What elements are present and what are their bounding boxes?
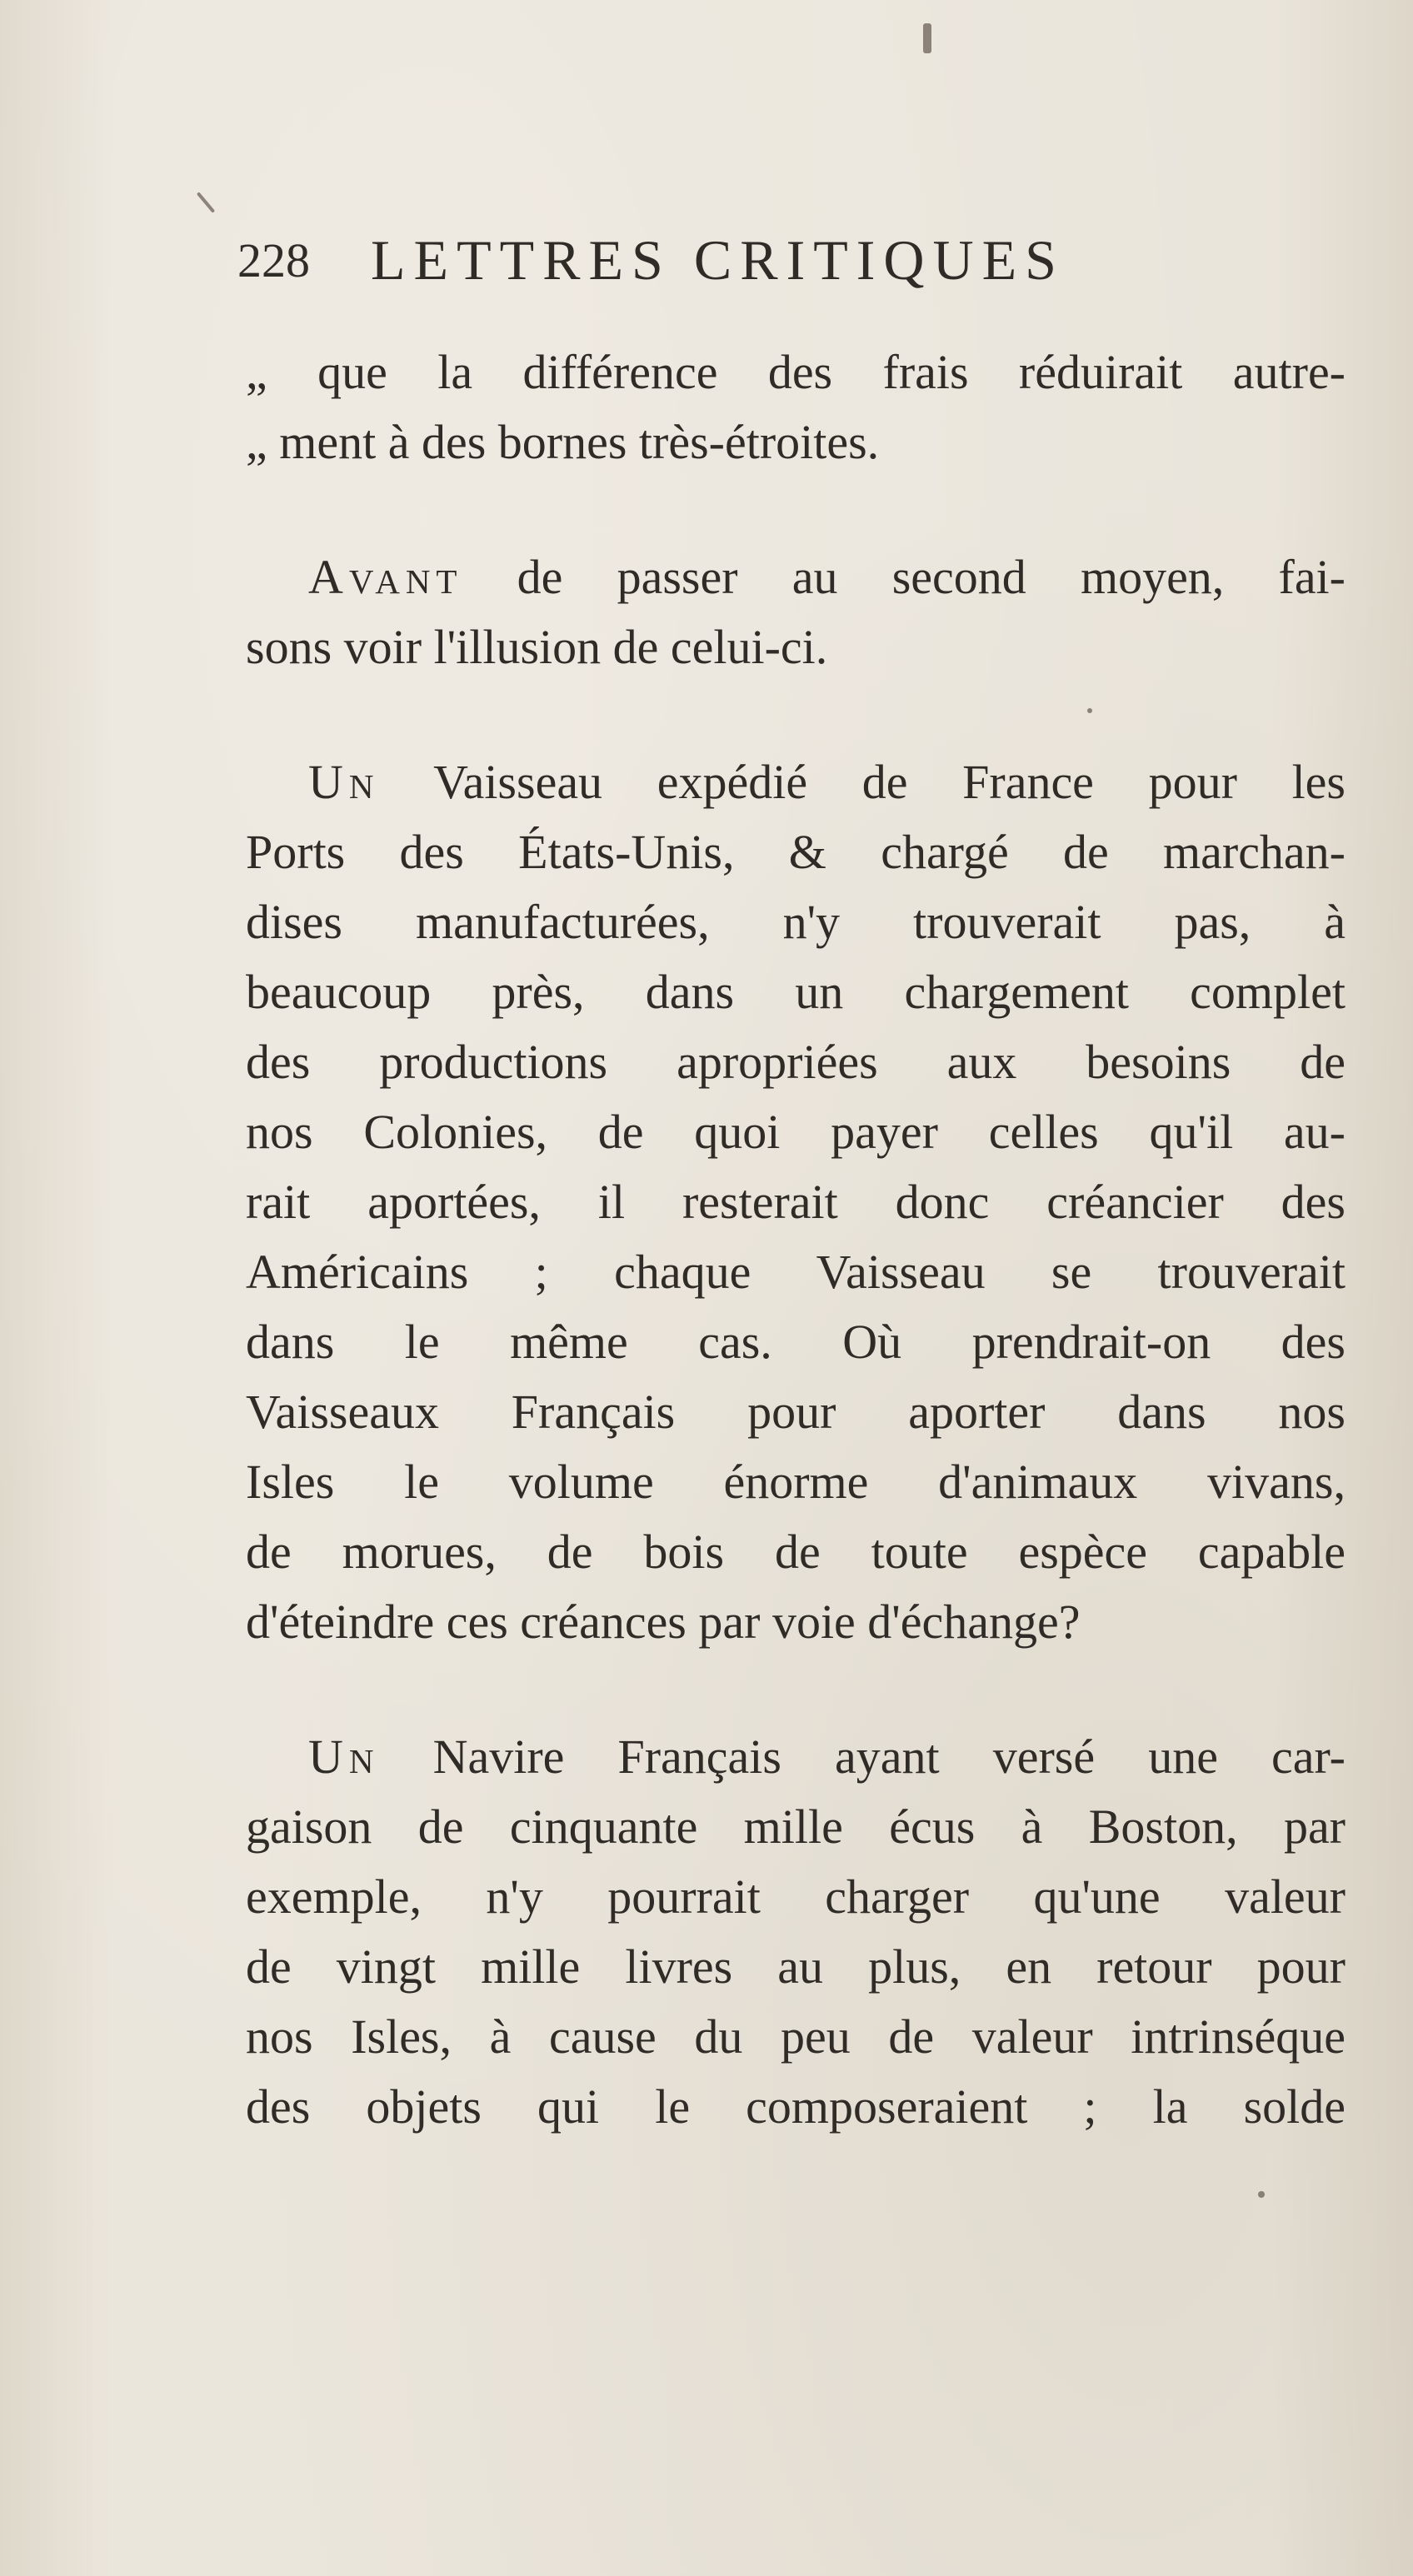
text-line: des productions apropriées aux besoins de [246,1035,1346,1089]
line-text: de passer au second moyen, fai- [462,550,1346,604]
text-line: „ que la différence des frais réduirait autre- [246,345,1346,399]
text-line [246,747,1346,817]
paper-speck [197,192,215,213]
text-line [246,542,1346,612]
paragraph [246,1722,1346,2142]
lead-word: Avant [308,550,463,604]
text-line: Vaisseaux Français pour aporter dans nos [246,1385,1346,1439]
paragraph-quote-continuation [246,337,1346,477]
text-line: Ports des États-Unis, & chargé de marchan- [246,825,1346,879]
text-line: sons voir l'illusion de celui-ci. [246,620,828,674]
text-line: exemple, n'y pourrait charger qu'une valeur [246,1870,1346,1924]
paper-speck [923,23,931,53]
paragraph-gap [246,682,1346,747]
page-body [246,337,1346,2142]
text-line: de morues, de bois de toute espèce capable [246,1525,1346,1579]
text-line [246,1722,1346,1792]
paragraph-gap [246,477,1346,542]
text-line: „ ment à des bornes très-étroites. [246,415,880,469]
line-text: Navire Français ayant versé une car- [379,1730,1346,1784]
paragraph [246,747,1346,1657]
paper-speck [1087,708,1092,713]
text-line: beaucoup près, dans un chargement complet [246,965,1346,1019]
text-line: rait aportées, il resterait donc créancier des [246,1175,1346,1229]
page-number: 228 [237,233,310,287]
page-header [237,228,1221,298]
text-line: dises manufacturées, n'y trouverait pas, à [246,895,1346,949]
line-text: Vaisseau expédié de France pour les [379,755,1346,809]
text-line: des objets qui le composeraient ; la solde [246,2079,1346,2134]
text-line: dans le même cas. Où prendrait-on des [246,1315,1346,1369]
text-line: Isles le volume énorme d'animaux vivans, [246,1455,1346,1509]
lead-word: Un [308,1730,380,1784]
text-line: Américains ; chaque Vaisseau se trouverait [246,1245,1346,1299]
lead-word: Un [308,755,380,809]
text-line: d'éteindre ces créances par voie d'échange? [246,1595,1081,1649]
text-line: nos Isles, à cause du peu de valeur intrinséque [246,2009,1346,2064]
text-line: de vingt mille livres au plus, en retour pour [246,1939,1346,1994]
paper-speck [1258,2191,1265,2198]
text-line: nos Colonies, de quoi payer celles qu'il au- [246,1105,1346,1159]
paragraph [246,542,1346,682]
running-title: LETTRES CRITIQUES [371,228,1065,292]
text-line: gaison de cinquante mille écus à Boston, par [246,1800,1346,1854]
paragraph-gap [246,1657,1346,1722]
